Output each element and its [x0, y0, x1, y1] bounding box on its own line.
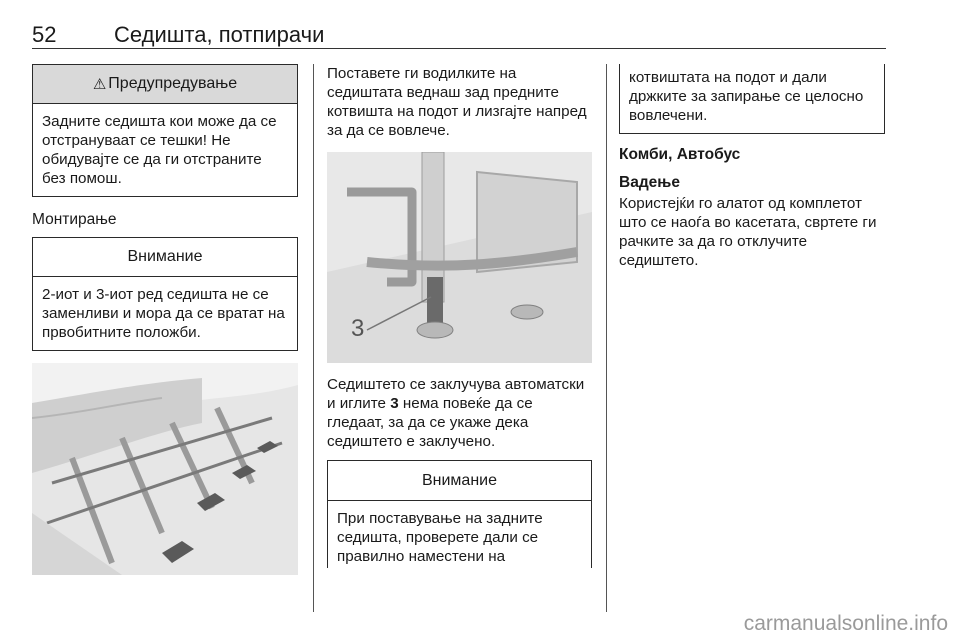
- caution-box-2: [327, 460, 592, 568]
- figure-callout-3: 3: [351, 315, 365, 342]
- warning-text: Задните седишта кои може да се отстрануваат се тешки! Не обидувајте се да ги отстраните без помош.: [42, 113, 277, 187]
- page-title: Седишта, потпирачи: [114, 22, 325, 47]
- warning-box: [32, 64, 298, 197]
- caution-box-continued: [619, 64, 885, 134]
- column-divider: [606, 64, 607, 612]
- install-instruction: Поставете ги водилките на седиштата веднаш зад предните котвишта на подот и лизгајте напред за да се вовлече.: [327, 65, 587, 139]
- column-2: [327, 64, 592, 568]
- column-1: [32, 64, 298, 575]
- caution-text-2: При поставување на задните седишта, проверете дали се правилно наместени на: [337, 510, 543, 565]
- seat-anchor-illustration: [327, 152, 592, 363]
- pin-callout-ref: 3: [390, 395, 399, 412]
- lock-text-end: нема повеќе да се гледаат, за да се укаже дека седиштето е заклучено.: [327, 395, 533, 450]
- column-divider: [313, 64, 314, 612]
- removal-instruction: Користејќи го алатот од комплетот што се наоѓа во касетата, свртете ги рачките за да го отклучите седиштето.: [619, 195, 877, 269]
- caution-box: [32, 237, 298, 351]
- warning-triangle-icon: ⚠: [92, 76, 107, 93]
- seat-rails-illustration: [32, 363, 298, 575]
- caution-text-continued: котвиштата на подот и дали држките за запирање се целосно вовлечени.: [629, 69, 864, 124]
- caution-text: 2-иот и 3-иот ред седишта не се заменливи и мора да се вратат на првобитните положби.: [42, 286, 285, 341]
- warning-header: [33, 65, 297, 104]
- watermark: carmanualsonline.info: [743, 612, 948, 635]
- seat-rails-drawing: [32, 363, 298, 575]
- warning-title: Предупредување: [108, 75, 238, 92]
- lock-instruction: [327, 375, 592, 451]
- section-heading-installation: Монтирање: [32, 211, 117, 228]
- seat-anchor-drawing: [327, 152, 592, 363]
- subheading-removal: Вадење: [619, 174, 680, 191]
- caution-header-2: Внимание: [328, 461, 591, 501]
- column-3: [619, 64, 885, 270]
- page-header: [32, 22, 886, 49]
- page-number: 52: [32, 22, 57, 47]
- lock-text-start: Седиштето се заклучува автоматски и иглите: [327, 376, 585, 412]
- section-heading-van-bus: Комби, Автобус: [619, 146, 741, 163]
- caution-header: Внимание: [33, 238, 297, 277]
